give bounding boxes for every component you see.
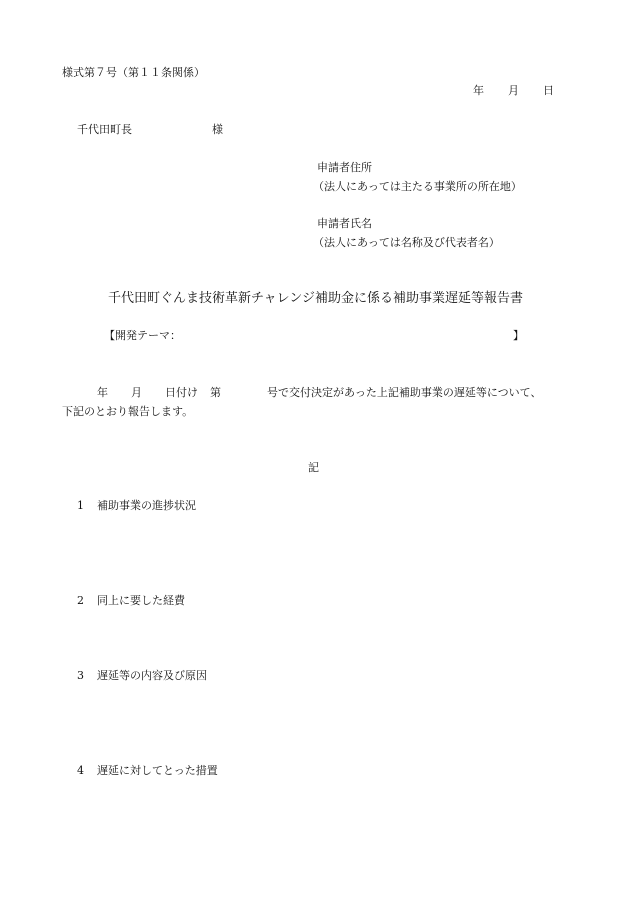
item-number: 1	[77, 499, 84, 512]
item-2	[77, 595, 185, 606]
body-dated: 日付け	[165, 386, 198, 399]
item-number: 2	[77, 594, 84, 607]
item-1	[77, 500, 196, 511]
body-line-1-rest: 号で交付決定があった上記補助事業の遅延等について、	[267, 386, 542, 399]
applicant-address-label: 申請者住所	[317, 161, 372, 174]
date-year: 年	[473, 84, 484, 97]
date-line	[473, 85, 554, 96]
item-label: 遅延に対してとった措置	[97, 764, 218, 777]
date-month: 月	[508, 84, 519, 97]
form-number: 様式第７号（第１１条関係）	[62, 66, 205, 79]
item-label: 同上に要した経費	[97, 594, 185, 607]
body-line-2: 下記のとおり報告します。	[62, 405, 194, 418]
theme-open: 【開発テーマ：	[104, 329, 181, 342]
date-day: 日	[543, 84, 554, 97]
body-month: 月	[131, 386, 142, 399]
applicant-name-label: 申請者氏名	[317, 217, 372, 230]
document-title: 千代田町ぐんま技術革新チャレンジ補助金に係る補助事業遅延等報告書	[108, 291, 523, 306]
item-3	[77, 670, 207, 681]
body-year: 年	[97, 386, 108, 399]
item-4	[77, 765, 218, 776]
addressee	[77, 124, 223, 135]
addressee-name: 千代田町長	[77, 123, 132, 136]
item-label: 遅延等の内容及び原因	[97, 669, 207, 682]
theme-close: 】	[513, 329, 524, 342]
applicant-address-note: （法人にあっては主たる事業所の所在地）	[313, 180, 522, 193]
addressee-honorific: 様	[212, 123, 223, 136]
body-number-prefix: 第	[210, 386, 221, 399]
item-label: 補助事業の進捗状況	[97, 499, 196, 512]
item-number: 3	[77, 669, 84, 682]
item-number: 4	[77, 764, 84, 777]
applicant-name-note: （法人にあっては名称及び代表者名）	[313, 236, 500, 249]
body-line-1	[97, 387, 541, 398]
ki-heading: 記	[308, 461, 319, 474]
